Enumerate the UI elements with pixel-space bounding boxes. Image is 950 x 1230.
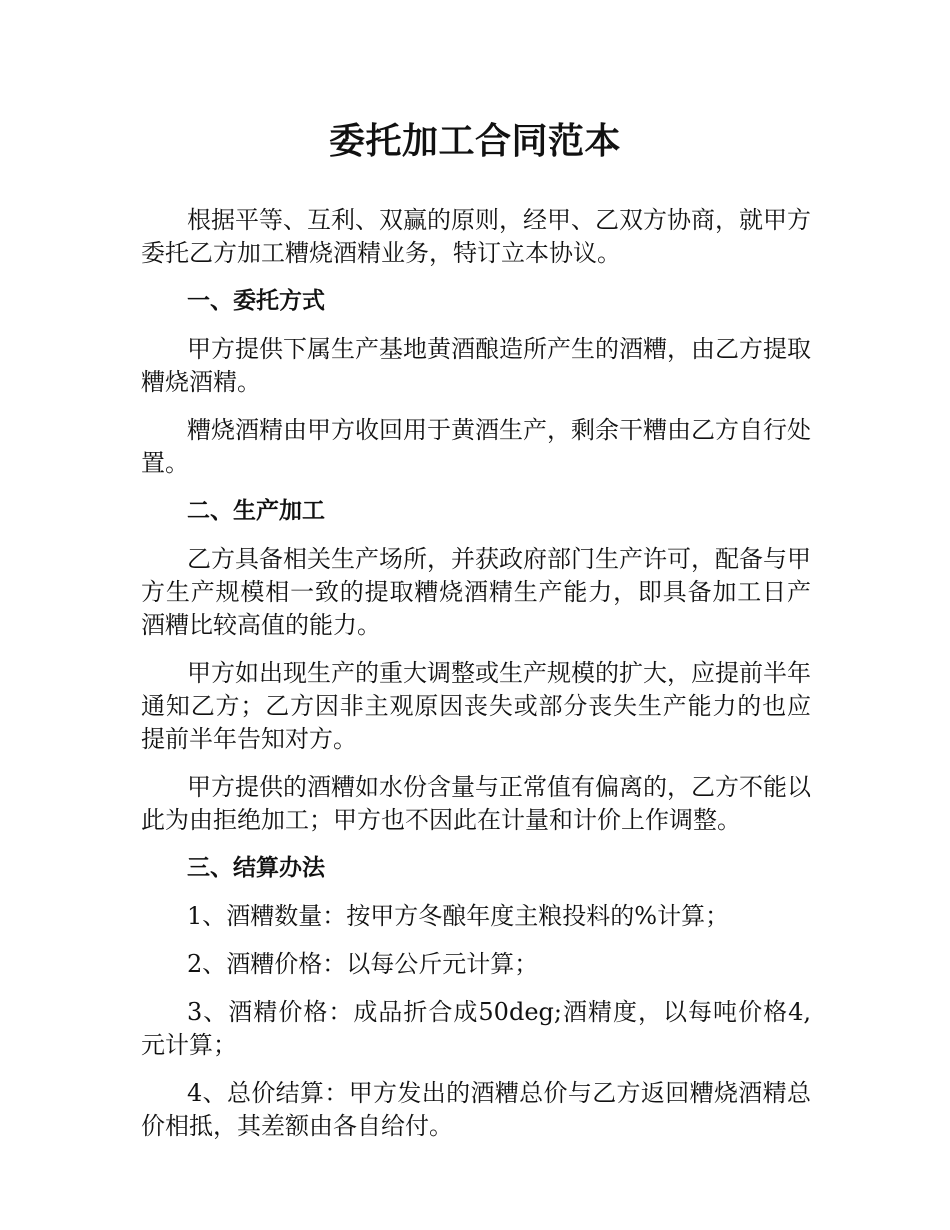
paragraph: 甲方提供下属生产基地黄酒酿造所产生的酒糟，由乙方提取糟烧酒精。 <box>141 335 811 396</box>
paragraph: 乙方具备相关生产场所，并获政府部门生产许可，配备与甲方生产规模相一致的提取糟烧酒精生产能力，即具备加工日产酒糟比较高值的能力。 <box>141 545 811 639</box>
list-item: 3、酒精价格：成品折合成50deg;酒精度，以每吨价格4,元计算； <box>141 998 811 1059</box>
section-heading-production: 二、生产加工 <box>187 498 325 524</box>
paragraph: 甲方如出现生产的重大调整或生产规模的扩大，应提前半年通知乙方；乙方因非主观原因丧失或部分丧失生产能力的也应提前半年告知对方。 <box>141 659 811 753</box>
document-body <box>141 204 811 1158</box>
intro-paragraph: 根据平等、互利、双赢的原则，经甲、乙双方协商，就甲方委托乙方加工糟烧酒精业务，特订立本协议。 <box>141 206 811 267</box>
document-title: 委托加工合同范本 <box>328 121 621 162</box>
paragraph: 甲方提供的酒糟如水份含量与正常值有偏离的，乙方不能以此为由拒绝加工；甲方也不因此在计量和计价上作调整。 <box>141 773 811 834</box>
list-item: 1、酒糟数量：按甲方冬酿年度主粮投料的%计算； <box>187 902 730 930</box>
list-item: 2、酒糟价格：以每公斤元计算； <box>187 950 539 978</box>
list-item: 4、总价结算：甲方发出的酒糟总价与乙方返回糟烧酒精总价相抵，其差额由各自给付。 <box>141 1079 811 1140</box>
section-heading-entrustment: 一、委托方式 <box>187 288 325 314</box>
section-heading-settlement: 三、结算办法 <box>187 855 325 881</box>
paragraph: 糟烧酒精由甲方收回用于黄酒生产，剩余干糟由乙方自行处置。 <box>141 416 811 477</box>
